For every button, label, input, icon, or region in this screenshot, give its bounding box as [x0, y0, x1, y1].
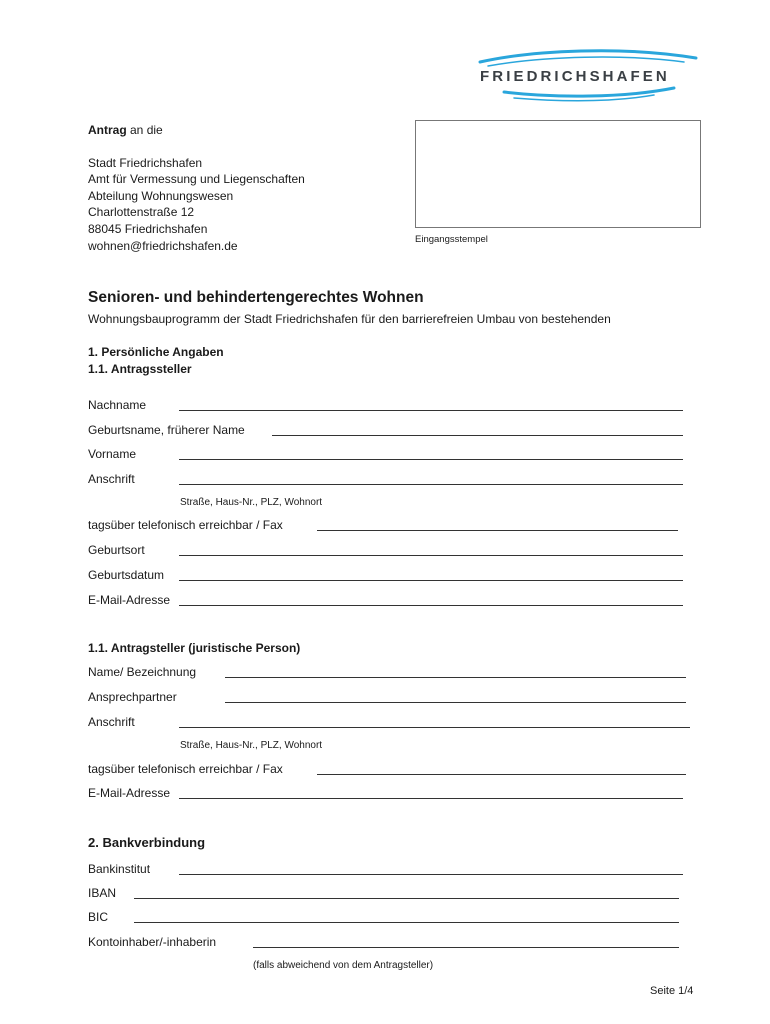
city-logo [474, 48, 704, 104]
bic-input-line[interactable] [134, 922, 679, 923]
anschrift-input-line[interactable] [179, 484, 683, 485]
iban-input-line[interactable] [134, 898, 679, 899]
geburtsname-input-line[interactable] [272, 435, 683, 436]
nachname-input-line[interactable] [179, 410, 683, 411]
bezeichnung-field[interactable] [88, 665, 698, 681]
email-input-line[interactable] [179, 605, 683, 606]
vorname-field[interactable] [88, 447, 688, 463]
vorname-input-line[interactable] [179, 459, 683, 460]
bezeichnung-label: Name/ Bezeichnung [88, 665, 197, 679]
kontoinhaber-label: Kontoinhaber/-inhaberin [88, 935, 217, 949]
geburtsort-field[interactable] [88, 543, 688, 559]
section-1-heading: 1. Persönliche Angaben [88, 345, 224, 359]
address-line: Stadt Friedrichshafen [88, 155, 203, 170]
email-juristisch-input-line[interactable] [179, 798, 683, 799]
recipient-address [88, 122, 305, 254]
kontoinhaber-input-line[interactable] [253, 947, 679, 948]
telefon-label: tagsüber telefonisch erreichbar / Fax [88, 518, 283, 532]
geburtsname-label: Geburtsname, früherer Name [88, 423, 245, 437]
geburtsdatum-label: Geburtsdatum [88, 568, 165, 582]
geburtsdatum-field[interactable] [88, 568, 688, 584]
telefon-juristisch-input-line[interactable] [317, 774, 686, 775]
telefon-input-line[interactable] [317, 530, 678, 531]
anschrift-field[interactable] [88, 472, 688, 488]
telefon-juristisch-label: tagsüber telefonisch erreichbar / Fax [88, 762, 283, 776]
kontoinhaber-field[interactable] [88, 935, 688, 951]
email-juristisch-field[interactable] [88, 786, 698, 802]
iban-label: IBAN [88, 886, 117, 900]
ansprechpartner-input-line[interactable] [225, 702, 686, 703]
section-1-1b-heading: 1.1. Antragsteller (juristische Person) [88, 641, 301, 655]
address-line: Charlottenstraße 12 [88, 205, 195, 220]
geburtsname-field[interactable] [88, 423, 688, 439]
stamp-box [415, 120, 701, 228]
form-subtitle: Wohnungsbauprogramm der Stadt Friedrichshafen für den barrierefreien Umbau von bestehenden [88, 312, 611, 326]
email-juristisch-label: E-Mail-Adresse [88, 786, 171, 800]
nachname-label: Nachname [88, 398, 147, 412]
address-email: wohnen@friedrichshafen.de [88, 238, 238, 253]
logo-text: FRIEDRICHSHAFEN [480, 68, 670, 85]
address-line: Amt für Vermessung und Liegenschaften [88, 172, 305, 187]
anschrift-juristisch-hint: Straße, Haus-Nr., PLZ, Wohnort [180, 740, 323, 751]
email-field[interactable] [88, 593, 688, 609]
anschrift-juristisch-input-line[interactable] [179, 727, 690, 728]
telefon-field[interactable] [88, 518, 688, 534]
anschrift-hint: Straße, Haus-Nr., PLZ, Wohnort [180, 497, 323, 508]
bic-label: BIC [88, 910, 109, 924]
form-title: Senioren- und behindertengerechtes Wohnen [88, 289, 424, 306]
vorname-label: Vorname [88, 447, 137, 461]
address-line: Abteilung Wohnungswesen [88, 188, 234, 203]
antrag-suffix: an die [126, 123, 163, 137]
bankinstitut-label: Bankinstitut [88, 862, 151, 876]
antrag-label: Antrag [88, 123, 127, 137]
kontoinhaber-hint: (falls abweichend von dem Antragsteller) [253, 960, 434, 971]
geburtsdatum-input-line[interactable] [179, 580, 683, 581]
bankinstitut-input-line[interactable] [179, 874, 683, 875]
anschrift-juristisch-field[interactable] [88, 715, 698, 731]
ansprechpartner-label: Ansprechpartner [88, 690, 177, 704]
ansprechpartner-field[interactable] [88, 690, 698, 706]
nachname-field[interactable] [88, 398, 688, 414]
geburtsort-label: Geburtsort [88, 543, 145, 557]
section-1-1-heading: 1.1. Antragssteller [88, 362, 192, 376]
section-2-heading: 2. Bankverbindung [88, 835, 206, 850]
anschrift-label: Anschrift [88, 472, 135, 486]
bezeichnung-input-line[interactable] [225, 677, 686, 678]
bic-field[interactable] [88, 910, 688, 926]
anschrift-juristisch-label: Anschrift [88, 715, 135, 729]
telefon-juristisch-field[interactable] [88, 762, 698, 778]
email-label: E-Mail-Adresse [88, 593, 171, 607]
iban-field[interactable] [88, 886, 688, 902]
geburtsort-input-line[interactable] [179, 555, 683, 556]
bankinstitut-field[interactable] [88, 862, 688, 878]
stamp-label: Eingangsstempel [415, 234, 488, 245]
page-number: Seite 1/4 [650, 985, 694, 997]
address-line: 88045 Friedrichshafen [88, 221, 208, 236]
